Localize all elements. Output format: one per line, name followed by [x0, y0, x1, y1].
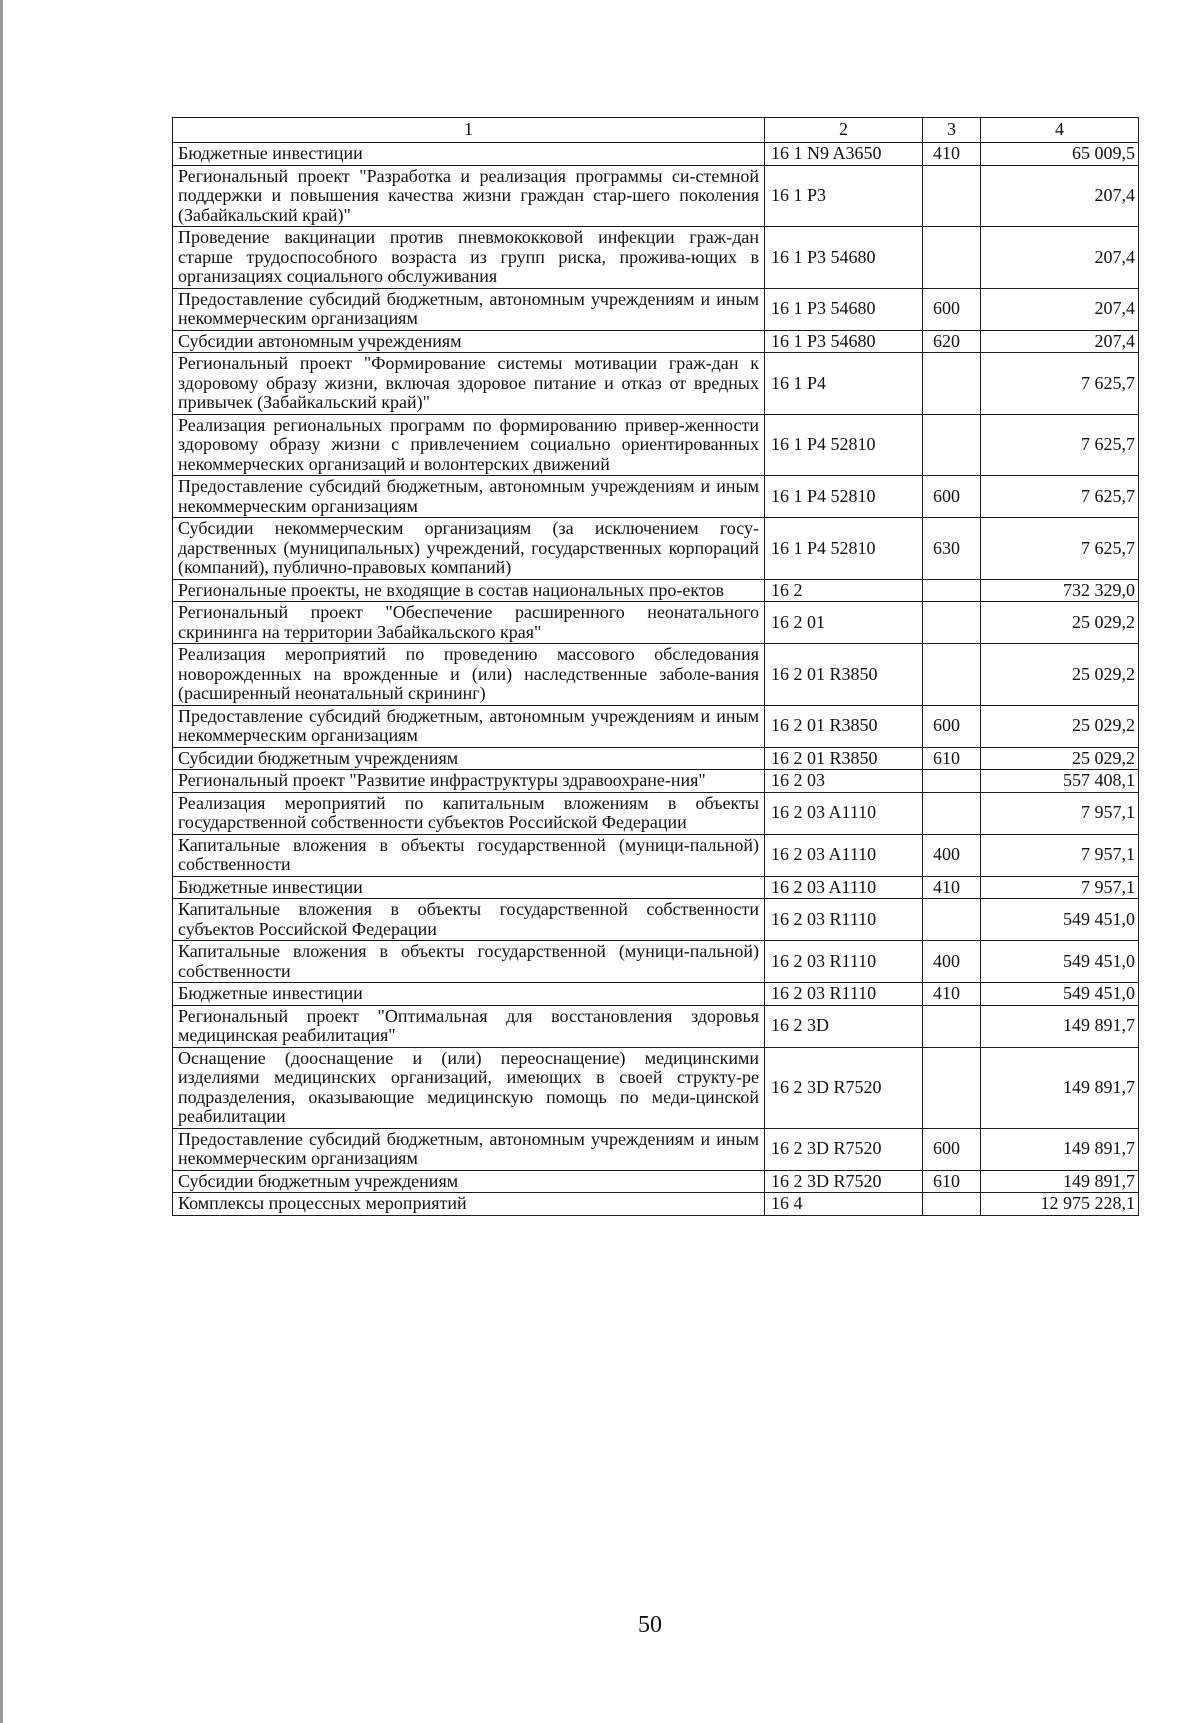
row-amount: 7 625,7 [981, 353, 1139, 415]
row-name: Предоставление субсидий бюджетным, автономным учреждениям и иным некоммерческим организациям [173, 1128, 765, 1170]
row-amount: 7 957,1 [981, 792, 1139, 834]
row-code: 16 2 03 A1110 [765, 792, 923, 834]
row-expense-type [923, 770, 981, 793]
scan-edge [0, 0, 3, 1723]
table-header-row [173, 118, 1139, 143]
header-col-3: 3 [923, 118, 981, 143]
table-row [173, 518, 1139, 580]
row-expense-type: 410 [923, 876, 981, 899]
row-amount: 557 408,1 [981, 770, 1139, 793]
row-name: Реализация мероприятий по проведению массового обследования новорожденных на врожденные и (или) наследственные заболе-вания (расширенный неонатальный скрининг) [173, 644, 765, 706]
row-name: Предоставление субсидий бюджетным, автономным учреждениям и иным некоммерческим организациям [173, 288, 765, 330]
row-name: Реализация мероприятий по капитальным вложениям в объекты государственной собственности субъектов Российской Федерации [173, 792, 765, 834]
row-code: 16 2 03 [765, 770, 923, 793]
row-name: Комплексы процессных мероприятий [173, 1193, 765, 1216]
row-name: Проведение вакцинации против пневмококковой инфекции граж-дан старше трудоспособного возраста из групп риска, прожива-ющих в организациях социального обслуживания [173, 227, 765, 289]
row-code: 16 1 P4 [765, 353, 923, 415]
row-code: 16 1 P3 54680 [765, 330, 923, 353]
row-name: Субсидии некоммерческим организациям (за исключением госу-дарственных (муниципальных) учреждений, государственных корпораций (компаний), публично-правовых компаний) [173, 518, 765, 580]
table-row [173, 792, 1139, 834]
row-name: Капитальные вложения в объекты государственной (муници-пальной) собственности [173, 941, 765, 983]
table-row [173, 476, 1139, 518]
row-code: 16 2 01 R3850 [765, 747, 923, 770]
row-amount: 549 451,0 [981, 941, 1139, 983]
row-expense-type: 620 [923, 330, 981, 353]
row-code: 16 2 03 A1110 [765, 876, 923, 899]
row-code: 16 1 P3 54680 [765, 227, 923, 289]
row-amount: 12 975 228,1 [981, 1193, 1139, 1216]
row-expense-type [923, 353, 981, 415]
table-row [173, 1047, 1139, 1128]
row-name: Региональный проект "Оптимальная для восстановления здоровья медицинская реабилитация" [173, 1005, 765, 1047]
row-amount: 25 029,2 [981, 705, 1139, 747]
row-expense-type: 410 [923, 983, 981, 1006]
table-row [173, 227, 1139, 289]
table-row [173, 143, 1139, 166]
row-expense-type: 630 [923, 518, 981, 580]
row-code: 16 2 03 R1110 [765, 983, 923, 1006]
table-row [173, 644, 1139, 706]
row-amount: 7 625,7 [981, 414, 1139, 476]
row-expense-type [923, 792, 981, 834]
row-expense-type [923, 165, 981, 227]
header-col-1: 1 [173, 118, 765, 143]
row-expense-type [923, 1005, 981, 1047]
table-row [173, 1128, 1139, 1170]
row-name: Региональный проект "Развитие инфраструктуры здравоохране-ния" [173, 770, 765, 793]
table-row [173, 747, 1139, 770]
row-amount: 149 891,7 [981, 1128, 1139, 1170]
row-name: Реализация региональных программ по формированию привер-женности здоровому образу жизни с привлечением социально ориентированных некоммерческих организаций и волонтерских движений [173, 414, 765, 476]
row-amount: 732 329,0 [981, 579, 1139, 602]
row-expense-type [923, 227, 981, 289]
row-name: Региональный проект "Формирование системы мотивации граж-дан к здоровому образу жизни, включая здоровое питание и отказ от вредных привычек (Забайкальский край)" [173, 353, 765, 415]
row-expense-type [923, 579, 981, 602]
row-expense-type: 600 [923, 288, 981, 330]
row-code: 16 2 3D R7520 [765, 1047, 923, 1128]
table-row [173, 941, 1139, 983]
table-row [173, 899, 1139, 941]
row-amount: 207,4 [981, 330, 1139, 353]
row-amount: 25 029,2 [981, 644, 1139, 706]
row-expense-type: 400 [923, 941, 981, 983]
row-name: Бюджетные инвестиции [173, 983, 765, 1006]
table-body [173, 143, 1139, 1216]
row-name: Капитальные вложения в объекты государственной собственности субъектов Российской Федерации [173, 899, 765, 941]
row-expense-type: 400 [923, 834, 981, 876]
row-code: 16 2 3D R7520 [765, 1128, 923, 1170]
row-code: 16 1 P4 52810 [765, 476, 923, 518]
row-code: 16 2 01 R3850 [765, 644, 923, 706]
row-amount: 207,4 [981, 165, 1139, 227]
row-amount: 549 451,0 [981, 983, 1139, 1006]
table-row [173, 876, 1139, 899]
row-name: Капитальные вложения в объекты государственной (муници-пальной) собственности [173, 834, 765, 876]
row-code: 16 2 03 R1110 [765, 899, 923, 941]
row-name: Региональный проект "Разработка и реализация программы си-стемной поддержки и повышения качества жизни граждан стар-шего поколения (Забайкальский край)" [173, 165, 765, 227]
row-name: Предоставление субсидий бюджетным, автономным учреждениям и иным некоммерческим организациям [173, 705, 765, 747]
table-row [173, 983, 1139, 1006]
table-row [173, 1193, 1139, 1216]
row-expense-type: 610 [923, 747, 981, 770]
row-code: 16 1 P4 52810 [765, 414, 923, 476]
row-amount: 549 451,0 [981, 899, 1139, 941]
row-expense-type: 600 [923, 705, 981, 747]
budget-table [172, 117, 1139, 1216]
row-amount: 7 625,7 [981, 476, 1139, 518]
row-expense-type [923, 1193, 981, 1216]
table-row [173, 1005, 1139, 1047]
row-amount: 149 891,7 [981, 1170, 1139, 1193]
row-name: Субсидии бюджетным учреждениям [173, 1170, 765, 1193]
table-row [173, 770, 1139, 793]
row-expense-type [923, 1047, 981, 1128]
row-code: 16 1 P3 54680 [765, 288, 923, 330]
header-col-2: 2 [765, 118, 923, 143]
table-row [173, 330, 1139, 353]
row-amount: 207,4 [981, 288, 1139, 330]
page-number: 50 [638, 1612, 662, 1638]
table-row [173, 288, 1139, 330]
table-row [173, 353, 1139, 415]
row-expense-type [923, 414, 981, 476]
table-row [173, 834, 1139, 876]
row-expense-type: 600 [923, 476, 981, 518]
row-code: 16 4 [765, 1193, 923, 1216]
row-name: Предоставление субсидий бюджетным, автономным учреждениям и иным некоммерческим организациям [173, 476, 765, 518]
header-col-4: 4 [981, 118, 1139, 143]
row-code: 16 1 N9 A3650 [765, 143, 923, 166]
table-row [173, 705, 1139, 747]
row-code: 16 2 3D R7520 [765, 1170, 923, 1193]
row-code: 16 2 01 R3850 [765, 705, 923, 747]
row-expense-type: 410 [923, 143, 981, 166]
row-amount: 149 891,7 [981, 1005, 1139, 1047]
table-row [173, 414, 1139, 476]
row-expense-type: 610 [923, 1170, 981, 1193]
row-name: Оснащение (дооснащение и (или) переоснащение) медицинскими изделиями медицинских организаций, имеющих в своей структу-ре подразделения, оказывающие медицинскую помощь по меди-цинской реабилитации [173, 1047, 765, 1128]
row-name: Региональные проекты, не входящие в состав национальных про-ектов [173, 579, 765, 602]
row-name: Бюджетные инвестиции [173, 143, 765, 166]
row-amount: 7 957,1 [981, 876, 1139, 899]
row-code: 16 2 [765, 579, 923, 602]
budget-table-container [172, 117, 1138, 1216]
row-code: 16 2 3D [765, 1005, 923, 1047]
row-amount: 7 957,1 [981, 834, 1139, 876]
row-name: Региональный проект "Обеспечение расширенного неонатального скрининга на территории Забайкальского края" [173, 602, 765, 644]
row-code: 16 1 P3 [765, 165, 923, 227]
row-name: Субсидии автономным учреждениям [173, 330, 765, 353]
row-amount: 65 009,5 [981, 143, 1139, 166]
row-code: 16 2 03 R1110 [765, 941, 923, 983]
row-amount: 25 029,2 [981, 747, 1139, 770]
row-code: 16 2 03 A1110 [765, 834, 923, 876]
row-amount: 149 891,7 [981, 1047, 1139, 1128]
table-row [173, 165, 1139, 227]
table-row [173, 1170, 1139, 1193]
row-amount: 7 625,7 [981, 518, 1139, 580]
row-expense-type: 600 [923, 1128, 981, 1170]
row-expense-type [923, 899, 981, 941]
row-code: 16 1 P4 52810 [765, 518, 923, 580]
row-amount: 25 029,2 [981, 602, 1139, 644]
table-row [173, 579, 1139, 602]
row-name: Бюджетные инвестиции [173, 876, 765, 899]
row-code: 16 2 01 [765, 602, 923, 644]
row-name: Субсидии бюджетным учреждениям [173, 747, 765, 770]
row-expense-type [923, 644, 981, 706]
row-amount: 207,4 [981, 227, 1139, 289]
row-expense-type [923, 602, 981, 644]
table-row [173, 602, 1139, 644]
